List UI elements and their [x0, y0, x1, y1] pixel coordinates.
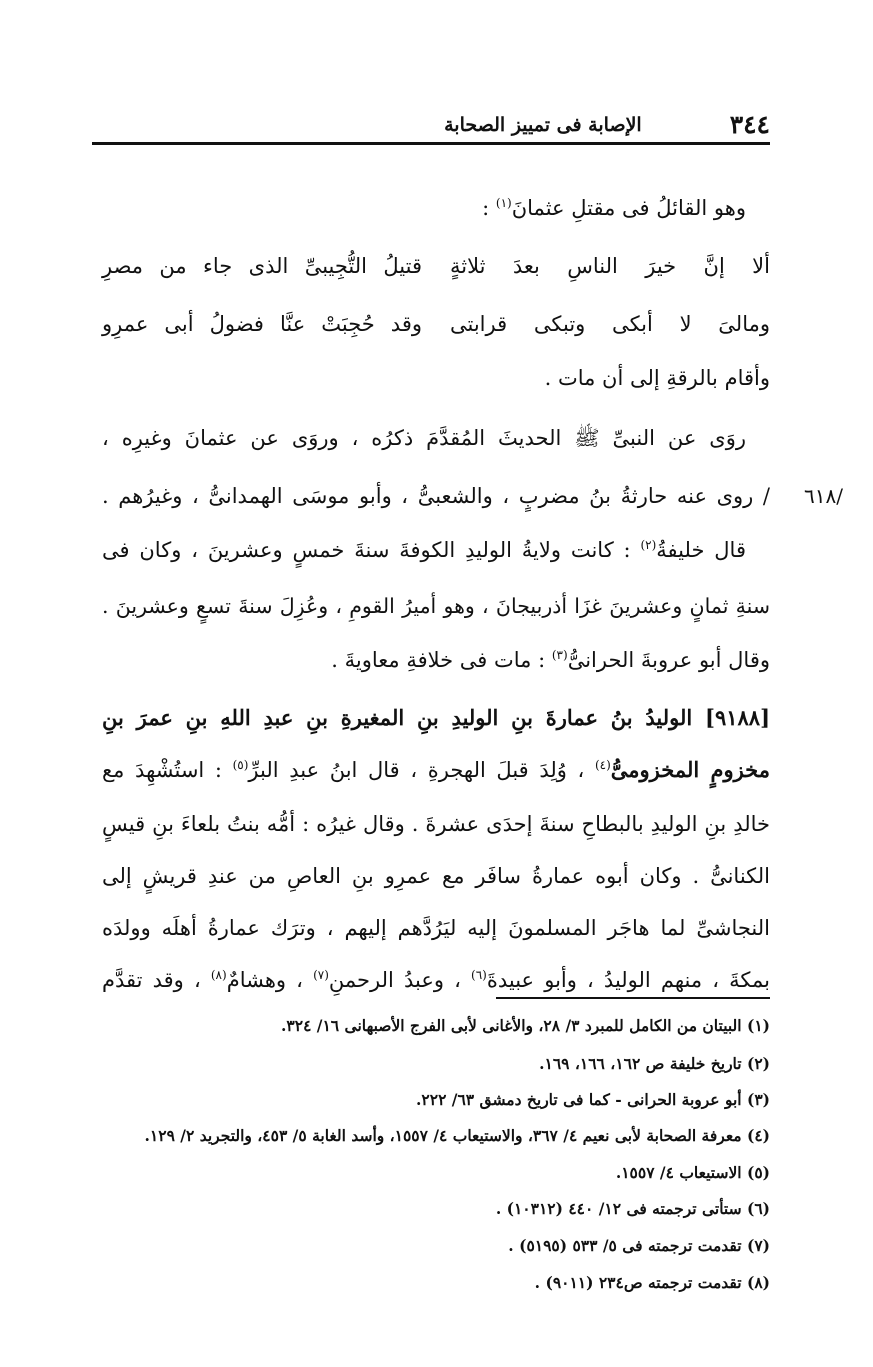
- book-title: الإصابة فى تمييز الصحابة: [444, 114, 642, 136]
- footnote-ref: (٧): [313, 968, 329, 982]
- footnote-ref: (١): [495, 196, 512, 210]
- text-line: وهو القائلُ فى مقتلِ عثمانَ$^{(١)}$ :: [482, 196, 746, 220]
- verse-first-hemistich: ومالىَ لا أبكى وتبكى قرابتى: [450, 312, 770, 336]
- footnote: (٢) تاريخ خليفة ص ١٦٢، ١٦٦، ١٦٩.: [539, 1054, 770, 1073]
- margin-page-reference: ٦١٨/: [804, 484, 843, 508]
- verse-second-hemistich: وقد حُجِبَتْ عنَّا فضولُ أبى عمرِو: [102, 312, 422, 336]
- footnote-ref: (٦): [471, 968, 487, 982]
- verse-second-hemistich: قتيلُ التُّجِيبىِّ الذى جاء من مصرِ: [102, 254, 422, 278]
- text-line: بمكةَ ، منهم الوليدُ ، وأبو عبيدةَ$^{(٦)}$ ، وعبدُ الرحمنِ$^{(٧)}$ ، وهشامٌ$^{(٨)}$ ، وقد تقدَّم: [102, 968, 770, 992]
- verse-line: [102, 248, 770, 284]
- text-line: قال خليفةُ$^{(٢)}$ : كانت ولايةُ الوليدِ الكوفةَ سنةَ خمسٍ وعشرينَ ، وكان فى: [102, 538, 746, 562]
- text-line: الكنانىُّ . وكان أبوه عمارةُ سافَر مع عمرِو بنِ العاصِ من عندِ قريشٍ إلى: [102, 864, 770, 888]
- footnote-ref: (٣): [551, 648, 568, 662]
- text-line: سنةِ ثمانٍ وعشرينَ غزَا أذربيجانَ ، وهو أميرُ القومِ ، وعُزِلَ سنةَ تسعٍ وعشرينَ .: [102, 594, 770, 618]
- entry-heading: [٩١٨٨] الوليدُ بنُ عمارةَ بنِ الوليدِ بنِ المغيرةِ بنِ عبدِ اللهِ بنِ عمرَ بنِ: [102, 705, 770, 730]
- footnote: (٥) الاستيعاب ٤/ ١٥٥٧.: [615, 1163, 770, 1182]
- footnote: (٨) تقدمت ترجمته ص٢٣٤ (٩٠١١) .: [534, 1273, 770, 1292]
- text-line: وأقام بالرقةِ إلى أن مات .: [544, 366, 770, 390]
- footnote-divider: [496, 997, 770, 999]
- footnote: (٣) أبو عروبة الحرانى - كما فى تاريخ دمشق ٦٣/ ٢٢٢.: [416, 1090, 770, 1109]
- footnote: (٧) تقدمت ترجمته فى ٥/ ٥٣٣ (٥١٩٥) .: [508, 1236, 770, 1255]
- footnote-ref: (٢): [640, 538, 657, 552]
- verse-line: [102, 306, 770, 342]
- footnote: (٦) ستأتى ترجمته فى ١٢/ ٤٤٠ (١٠٣١٢) .: [495, 1199, 770, 1218]
- page-number: ٣٤٤: [729, 110, 770, 139]
- footnote-ref: (٨): [210, 968, 227, 982]
- footnote: (٤) معرفة الصحابة لأبى نعيم ٤/ ٣٦٧، والاستيعاب ٤/ ١٥٥٧، وأسد الغابة ٥/ ٤٥٣، والتجريد ٢/ ١٢٩.: [144, 1126, 770, 1145]
- text-line: النجاشىِّ لما هاجَر المسلمونَ إليه ليَرُدَّهم إليهم ، وترَك عمارةُ أهلَه وولدَه: [102, 916, 770, 940]
- footnote: (١) البيتان من الكامل للمبرد ٣/ ٢٨، والأغانى لأبى الفرج الأصبهانى ١٦/ ٣٢٤.: [281, 1016, 770, 1035]
- text-line: خالدِ بنِ الوليدِ بالبطاحِ سنةَ إحدَى عشرةَ . وقال غيرُه : أمُّه بنتُ بلعاءَ بنِ قيسٍ: [102, 812, 770, 836]
- verse-first-hemistich: ألا إنَّ خيرَ الناسِ بعدَ ثلاثةٍ: [450, 254, 770, 278]
- footnote-ref: (٥): [232, 758, 249, 772]
- text-line: روَى عن النبىِّ ﷺ الحديثَ المُقدَّمَ ذكرُه ، وروَى عن عثمانَ وغيرِه ،: [102, 426, 746, 450]
- text-line: وقال أبو عروبةَ الحرانىُّ$^{(٣)}$ : مات فى خلافةِ معاويةَ .: [331, 648, 770, 672]
- text-line: / روى عنه حارثةُ بنُ مضربٍ ، والشعبىُّ ، وأبو موسَى الهمدانىُّ ، وغيرُهم .: [102, 484, 770, 508]
- text-line: مخزومٍ المخزومىُّ$^{(٤)}$ ، وُلِدَ قبلَ الهجرةِ ، قال ابنُ عبدِ البرِّ$^{(٥)}$ : استُشْهِدَ مع: [102, 757, 770, 782]
- page-header: [92, 104, 770, 145]
- footnote-ref: (٤): [594, 758, 611, 772]
